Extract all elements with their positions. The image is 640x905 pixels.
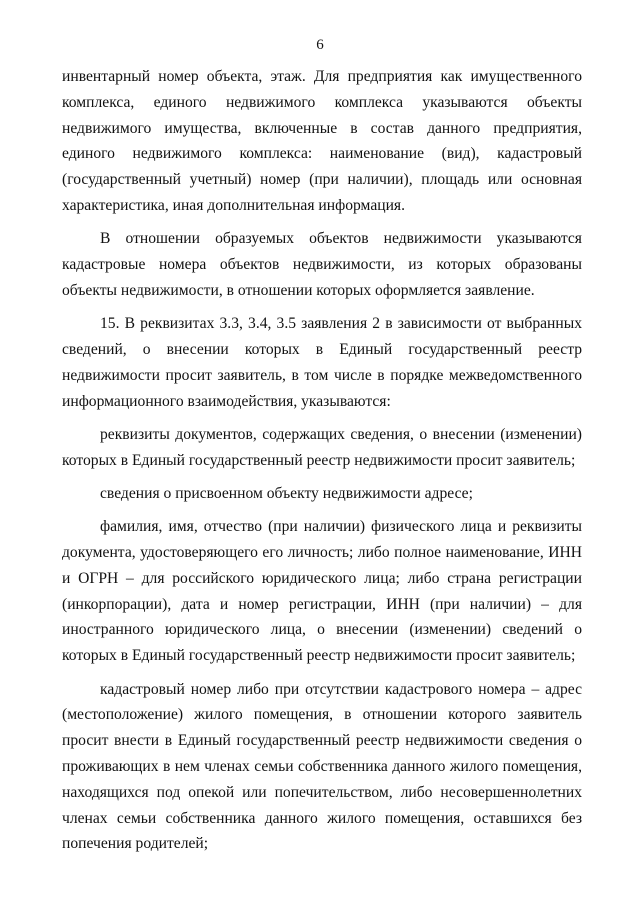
document-body bbox=[62, 64, 582, 865]
paragraph-formed-objects: В отношении образуемых объектов недвижимости указываются кадастровые номера объектов недвижимости, из которых образованы объекты недвижимости, в отношении которых оформляется заявление. bbox=[62, 230, 582, 299]
paragraph-item-15: 15. В реквизитах 3.3, 3.4, 3.5 заявления 2 в зависимости от выбранных сведений, о внесении которых в Единый государственный реестр недвижимости просит заявитель, в том числе в порядке межведомственного информационного взаимодействия, указываются: bbox=[62, 315, 582, 410]
paragraph-continuation: инвентарный номер объекта, этаж. Для предприятия как имущественного комплекса, единого недвижимого комплекса указываются объекты недвижимого имущества, включенные в состав данного предприятия, единого недвижимого комплекса: наименование (вид), кадастровый (государственный учетный) номер (при наличии), площадь или основная характеристика, иная дополнительная информация. bbox=[62, 68, 582, 214]
paragraph-document-requisites: реквизиты документов, содержащих сведения, о внесении (изменении) которых в Единый государственный реестр недвижимости просит заявитель; bbox=[62, 425, 582, 469]
paragraph-person-requisites: фамилия, имя, отчество (при наличии) физического лица и реквизиты документа, удостоверяющего его личность; либо полное наименование, ИНН и ОГРН – для российского юридического лица; либо страна регистрации (инкорпорации), дата и номер регистрации, ИНН (при наличии) – для иностранного юридического лица, о внесении (изменении) сведений о которых в Единый государственный реестр недвижимости просит заявитель; bbox=[62, 518, 582, 665]
paragraph-address: сведения о присвоенном объекту недвижимости адресе; bbox=[100, 484, 473, 502]
paragraph-cadastral-number: кадастровый номер либо при отсутствии кадастрового номера – адрес (местоположение) жилого помещения, в отношении которого заявитель просит внести в Единый государственный реестр недвижимости сведения о проживающих в нем членах семьи собственника данного жилого помещения, находящихся под опекой или попечительством, либо несовершеннолетних членах семьи собственника данного жилого помещения, оставшихся без попечения родителей; bbox=[62, 680, 582, 853]
page-number: 6 bbox=[316, 37, 324, 53]
